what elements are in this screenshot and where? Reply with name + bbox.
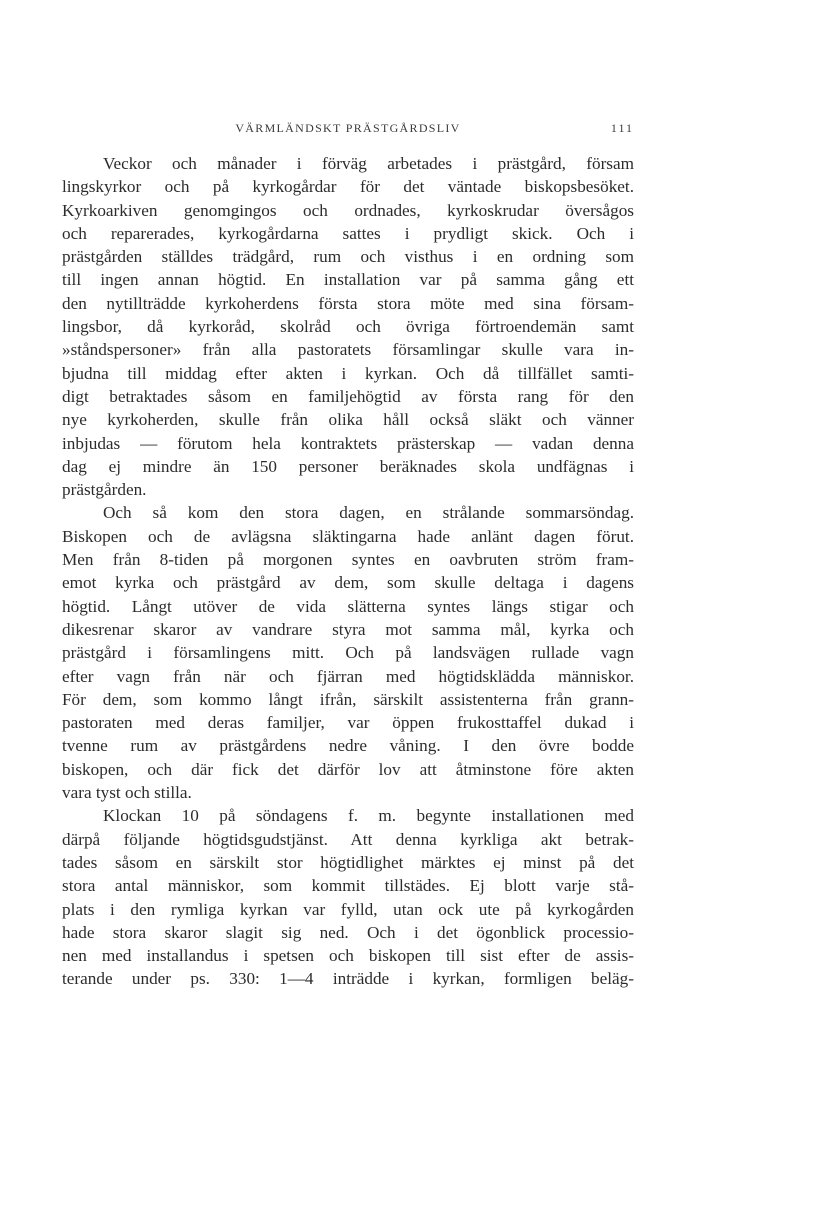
text-line: stora antal människor, som kommit tillstädes. Ej blott varje stå- — [62, 876, 634, 896]
text-line: högtid. Långt utöver de vida slätterna syntes längs stigar och — [62, 596, 634, 616]
text-line: nye kyrkoherden, skulle från olika håll också släkt och vänner — [62, 410, 634, 430]
text-line: Men från 8-tiden på morgonen syntes en oavbruten ström fram- — [62, 550, 634, 570]
text-line: nen med installandus i spetsen och biskopen till sist efter de assis- — [62, 946, 634, 966]
text-line: dikesrenar skaror av vandrare styra mot samma mål, kyrka och — [62, 619, 634, 639]
text-line: pastoraten med deras familjer, var öppen frukosttaffel dukad i — [62, 713, 634, 733]
text-line: bjudna till middag efter akten i kyrkan. Och då tillfället samti- — [62, 363, 634, 383]
text-line: prästgården ställdes trädgård, rum och visthus i en ordning som — [62, 247, 634, 267]
text-line: vara tyst och stilla. — [62, 783, 192, 803]
text-line: Kyrkoarkiven genomgingos och ordnades, kyrkoskrudar översågos — [62, 200, 634, 220]
text-line: den nytillträdde kyrkoherdens första stora möte med sina försam- — [62, 293, 634, 313]
text-line: Veckor och månader i förväg arbetades i prästgård, försam — [103, 154, 634, 173]
text-line: prästgård i församlingens mitt. Och på landsvägen rullade vagn — [62, 643, 634, 663]
page-number: 111 — [610, 121, 634, 135]
text-line: digt betraktades såsom en familjehögtid av första rang för den — [62, 386, 634, 406]
text-line: Och så kom den stora dagen, en strålande sommarsöndag. — [103, 503, 634, 523]
running-title: VÄRMLÄNDSKT PRÄSTGÅRDSLIV — [235, 121, 461, 135]
text-line: terande under ps. 330: 1—4 inträdde i kyrkan, formligen beläg- — [62, 969, 634, 989]
text-line: Klockan 10 på söndagens f. m. begynte installationen med — [103, 806, 634, 826]
running-head — [62, 121, 634, 141]
text-line: »ståndspersoner» från alla pastoratets församlingar skulle vara in- — [62, 340, 634, 360]
text-line: till ingen annan högtid. En installation var på samma gång ett — [62, 270, 634, 290]
text-line: prästgården. — [62, 480, 147, 500]
text-line: För dem, som kommo långt ifrån, särskilt assistenterna från grann- — [62, 689, 634, 709]
text-line: dag ej mindre än 150 personer beräknades skola undfägnas i — [62, 456, 634, 476]
text-line: lingskyrkor och på kyrkogårdar för det väntade biskopsbesöket. — [62, 177, 634, 197]
text-line: biskopen, och där fick det därför lov att åtminstone före akten — [62, 759, 634, 779]
text-line: efter vagn från när och fjärran med högtidsklädda människor. — [62, 666, 634, 686]
text-line: emot kyrka och prästgård av dem, som skulle deltaga i dagens — [62, 573, 634, 593]
text-line: därpå följande högtidsgudstjänst. Att denna kyrkliga akt betrak- — [62, 829, 634, 849]
text-line: tades såsom en särskilt stor högtidlighet märktes ej minst på det — [62, 852, 634, 872]
text-line: Biskopen och de avlägsna släktingarna hade anlänt dagen förut. — [62, 526, 634, 546]
text-line: lingsbor, då kyrkoråd, skolråd och övriga förtroendemän samt — [62, 317, 634, 337]
text-line: och reparerades, kyrkogårdarna sattes i prydligt skick. Och i — [62, 223, 634, 243]
text-line: hade stora skaror slagit sig ned. Och i det ögonblick processio- — [62, 922, 634, 942]
text-line: tvenne rum av prästgårdens nedre våning. I den övre bodde — [62, 736, 634, 756]
text-line: plats i den rymliga kyrkan var fylld, utan ock ute på kyrkogården — [62, 899, 634, 919]
body-text — [62, 152, 634, 991]
text-line: inbjudas — förutom hela kontraktets prästerskap — vadan denna — [62, 433, 634, 453]
